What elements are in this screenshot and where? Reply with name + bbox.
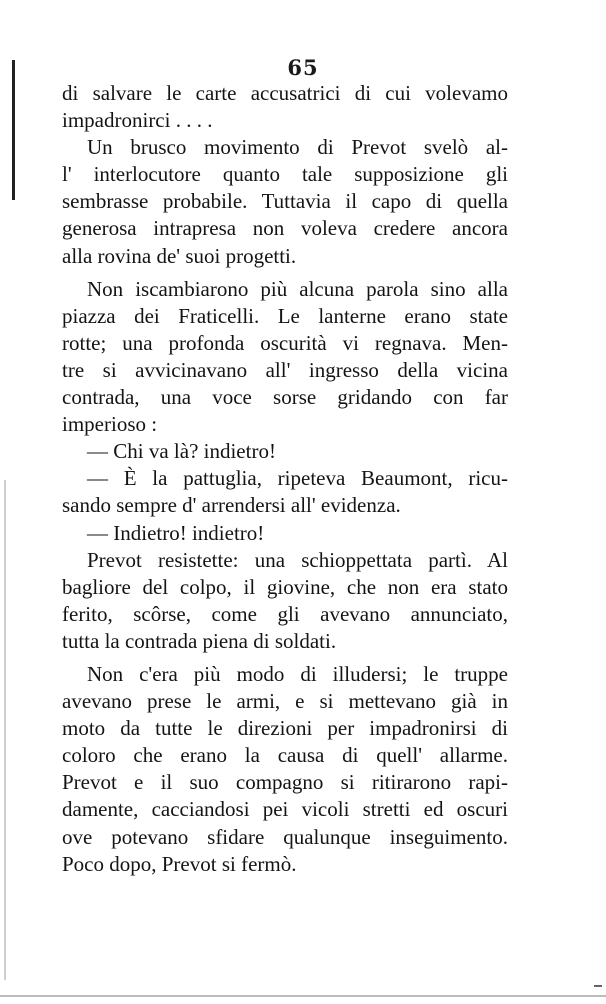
text-line: generosa intrapresa non voleva credere ancora [62,216,508,241]
text-line: ferito, scôrse, come gli avevano annunciato, [62,601,508,626]
text-line: Non iscambiarono più alcuna parola sino alla [87,276,508,301]
text-line: di salvare le carte accusatrici di cui volevamo [62,81,508,105]
text-line: Prevot e il suo compagno si ritirarono rapi- [62,770,508,795]
page-bottom-edge [0,995,606,997]
text-line: l' interlocutore quanto tale supposizione gli [62,162,508,187]
page-corner-mark [594,985,602,987]
text-line: tutta la contrada piena di soldati. [62,628,337,653]
dialogue-line: — Chi va là? indietro! [87,439,276,464]
text-line: impadronirci . . . . [62,108,213,133]
dialogue-line: — Indietro! indietro! [87,520,265,545]
text-line: avevano prese le armi, e si mettevano già in [62,689,508,714]
text-line: sembrasse probabile. Tuttavia il capo di quella [62,189,508,214]
page-edge-shadow [12,60,15,200]
text-line: Un brusco movimento di Prevot svelò al- [87,135,508,160]
text-line: Non c'era più modo di illudersi; le truppe [87,661,508,686]
page-body-text [62,80,508,878]
text-line: coloro che erano la causa di quell' allarme. [62,743,508,768]
text-line: rotte; una profonda oscurità vi regnava. Men- [62,330,508,355]
text-line: Poco dopo, Prevot si fermò. [62,851,297,876]
text-line: bagliore del colpo, il giovine, che non era stato [62,574,508,599]
text-line: imperioso : [62,412,158,437]
text-line: damente, cacciandosi pei vicoli stretti ed oscuri [62,797,508,822]
text-line: piazza dei Fraticelli. Le lanterne erano state [62,303,508,328]
page-number: 65 [287,55,319,80]
text-line: contrada, una voce sorse gridando con far [62,385,508,410]
text-line: sando sempre d' arrendersi all' evidenza. [62,493,401,518]
text-line: Prevot resistette: una schioppettata partì. Al [87,547,508,572]
text-line: tre si avvicinavano all' ingresso della vicina [62,357,508,382]
text-line: alla rovina de' suoi progetti. [62,243,297,268]
text-line: moto da tutte le direzioni per impadronirsi di [62,716,508,741]
text-line: ove potevano sfidare qualunque inseguimento. [62,824,508,849]
dialogue-line: — È la pattuglia, ripeteva Beaumont, ricu- [87,466,508,491]
page-edge-shadow-lower [4,480,6,980]
